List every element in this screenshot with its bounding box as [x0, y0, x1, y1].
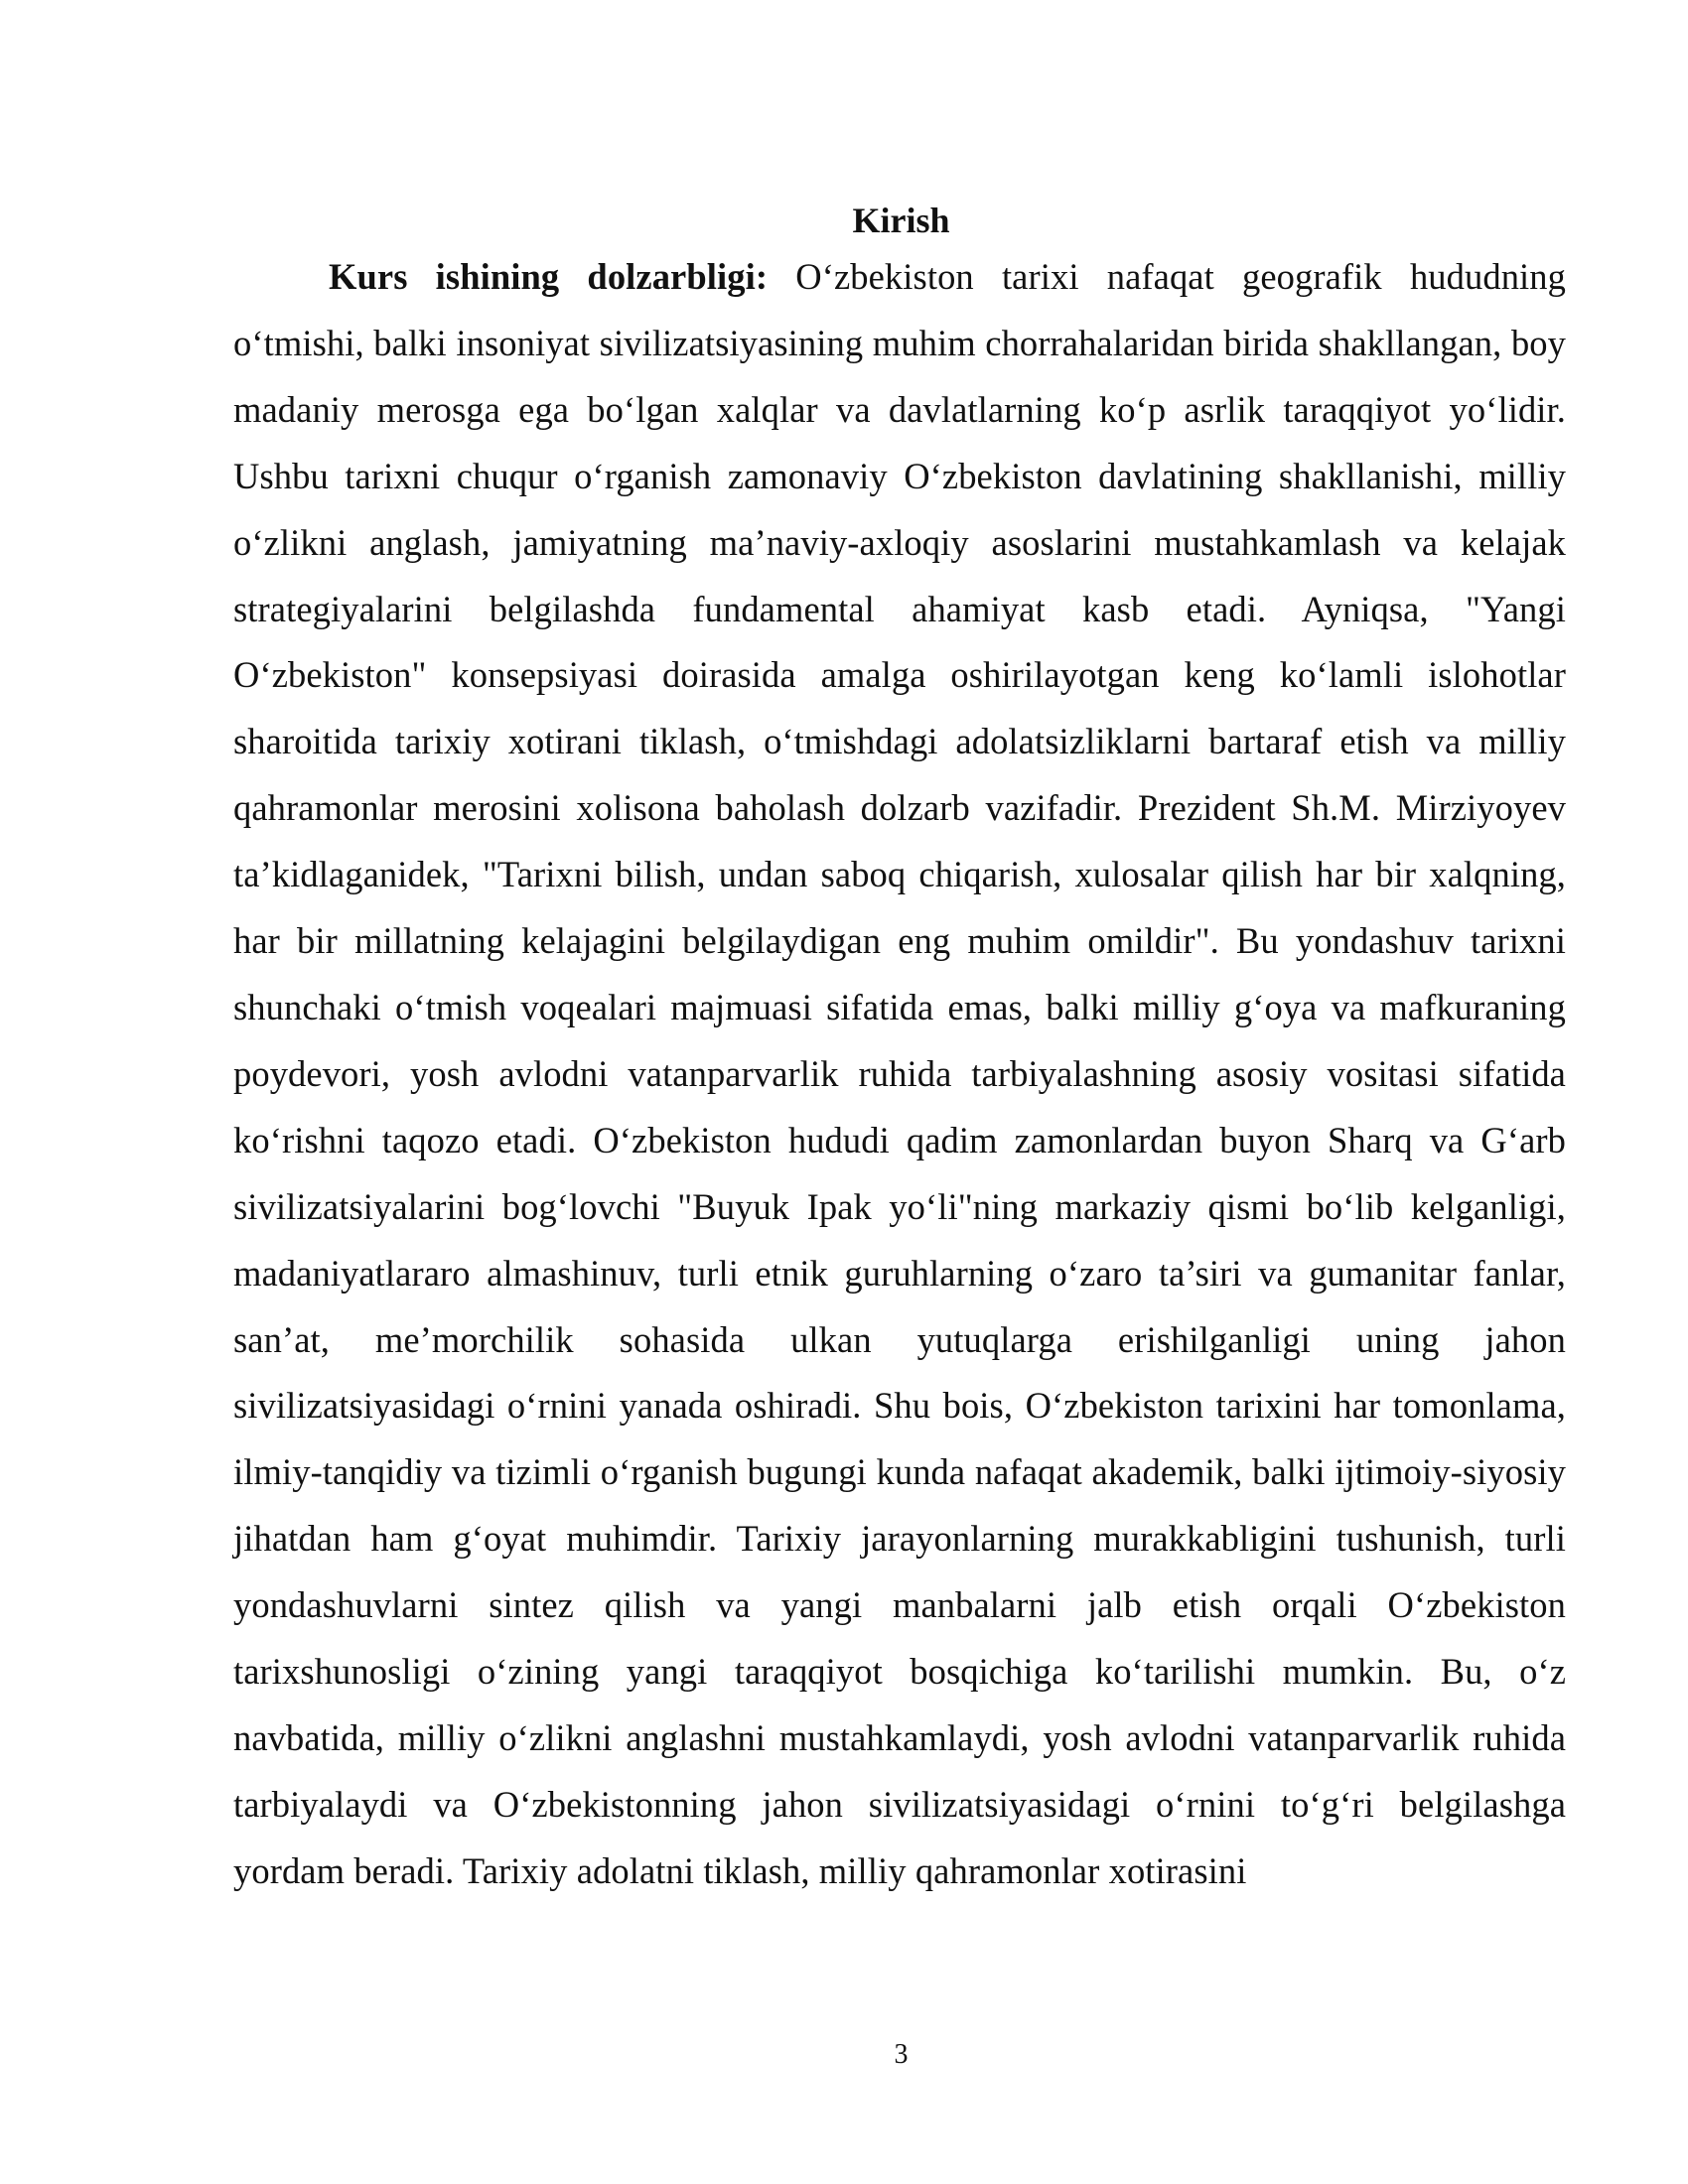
page-number: 3 [894, 2039, 909, 2070]
page-title: Kirish [852, 201, 950, 240]
paragraph-text: O‘zbekiston tarixi nafaqat geografik hududning o‘tmishi, balki insoniyat sivilizatsiyasining muhim chorrahalaridan birida shakllangan, boy madaniy merosga ega bo‘lgan xalqlar va davlatlarning ko‘p asrlik taraqqiyot yo‘lidir. Ushbu tarixni chuqur o‘rganish zamonaviy O‘zbekiston davlatining shakllanishi, milliy o‘zlikni anglash, jamiyatning ma’naviy-axloqiy asoslarini mustahkamlash va kelajak strategiyalarini belgilashda fundamental ahamiyat kasb etadi. Ayniqsa, "Yangi O‘zbekiston" konsepsiyasi doirasida amalga oshirilayotgan keng ko‘lamli islohotlar sharoitida tarixiy xotirani tiklash, o‘tmishdagi adolatsizliklarni bartaraf etish va milliy qahramonlar merosini xolisona baholash dolzarb vazifadir. Prezident Sh.M. Mirziyoyev ta’kidlaganidek, "Tarixni bilish, undan saboq chiqarish, xulosalar qilish har bir xalqning, har bir millatning kelajagini belgilaydigan eng muhim omildir". Bu yondashuv tarixni shunchaki o‘tmish voqealari majmuasi sifatida emas, balki milliy g‘oya va mafkuraning poydevori, yosh avlodni vatanparvarlik ruhida tarbiyalashning asosiy vositasi sifatida ko‘rishni taqozo etadi. O‘zbekiston hududi qadim zamonlardan buyon Sharq va G‘arb sivilizatsiyalarini bog‘lovchi "Buyuk Ipak yo‘li"ning markaziy qismi bo‘lib kelganligi, madaniyatlararo almashinuv, turli etnik guruhlarning o‘zaro ta’siri va gumanitar fanlar, san’at, me’morchilik sohasida ulkan yutuqlarga erishilganligi uning jahon sivilizatsiyasidagi o‘rnini yanada oshiradi. Shu bois, O‘zbekiston tarixini har tomonlama, ilmiy-tanqidiy va tizimli o‘rganish bugungi kunda nafaqat akademik, balki ijtimoiy-siyosiy jihatdan ham g‘oyat muhimdir. Tarixiy jarayonlarning murakkabligini tushunish, turli yondashuvlarni sintez qilish va yangi manbalarni jalb etish orqali O‘zbekiston tarixshunosligi o‘zining yangi taraqqiyot bosqichiga ko‘tarilishi mumkin. Bu, o‘z navbatida, milliy o‘zlikni anglashni mustahkamlaydi, yosh avlodni vatanparvarlik ruhida tarbiyalaydi va O‘zbekistonning jahon sivilizatsiyasidagi o‘rnini to‘g‘ri belgilashga yordam beradi. Tarixiy adolatni tiklash, milliy qahramonlar xotirasini [233, 256, 1566, 1891]
intro-paragraph [233, 244, 1566, 1905]
paragraph-lead: Kurs ishining dolzarbligi: [329, 256, 769, 297]
